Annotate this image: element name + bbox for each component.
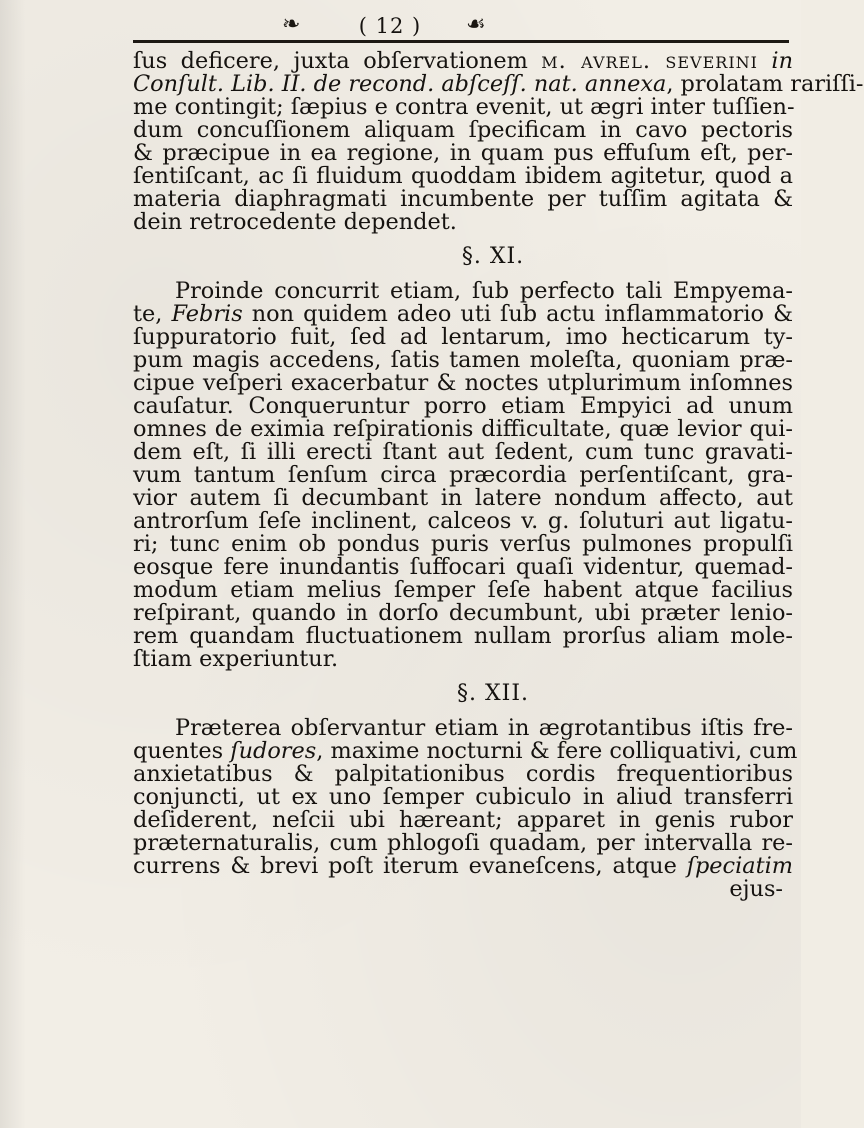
page-number: ( 12 ): [358, 14, 422, 38]
text-line: omnes de eximia reſpirationis difficultate, quæ levior qui-: [133, 416, 793, 442]
text-line: antrorſum ſeſe inclinent, calceos v. g. ſoluturi aut ligatu-: [133, 508, 793, 534]
text-line: me contingit; ſæpius e contra evenit, ut ægri inter tuſſien-: [133, 94, 795, 120]
text-line: vior autem ſi decumbant in latere nondum affecto, aut: [133, 485, 793, 511]
text-line: Conſult. Lib. II. de recond. abſceſſ. nat. annexa, prolatam rariſſi-: [133, 71, 864, 97]
text-line: Præterea obſervantur etiam in ægrotantibus iſtis fre-: [175, 715, 793, 741]
text-line: ſus deficere, juxta obſervationem m. avrel. severini in: [133, 48, 793, 74]
fleuron-right-icon: ☙: [466, 12, 486, 37]
text-line: Proinde concurrit etiam, ſub perfecto tali Empyema-: [175, 278, 793, 304]
catchword: ejus-: [729, 876, 783, 902]
page-header: [0, 8, 801, 44]
text-line: ſuppuratorio fuit, ſed ad lentarum, imo hecticarum ty-: [133, 324, 793, 350]
text-line: ſentiſcant, ac ſi fluidum quoddam ibidem agitetur, quod a: [133, 163, 793, 189]
text-line: & præcipue in ea regione, in quam pus effuſum eſt, per-: [133, 140, 793, 166]
text-line: te, Febris non quidem adeo uti ſub actu inflammatorio &: [133, 301, 794, 327]
text-line: conjuncti, ut ex uno ſemper cubiculo in aliud transferri: [133, 784, 793, 810]
text-line: materia diaphragmati incumbente per tuſſim agitata &: [133, 186, 793, 212]
header-rule: [133, 40, 789, 43]
text-line: dein retrocedente dependet.: [133, 209, 457, 235]
text-line: cipue veſperi exacerbatur & noctes utplurimum inſomnes: [133, 370, 793, 396]
text-line: quentes ſudores, maxime nocturni & fere colliquativi, cum: [133, 738, 798, 764]
fleuron-left-icon: ❧: [282, 12, 301, 37]
section-heading-xii: §. XII.: [456, 681, 530, 706]
section-heading-xi: §. XI.: [461, 244, 525, 269]
text-line: currens & brevi poſt iterum evaneſcens, atque ſpeciatim: [133, 853, 793, 879]
text-line: modum etiam melius ſemper ſeſe habent atque facilius: [133, 577, 793, 603]
text-line: cauſatur. Conqueruntur porro etiam Empyici ad unum: [133, 393, 793, 419]
text-line: ri; tunc enim ob pondus puris verſus pulmones propulſi: [133, 531, 793, 557]
text-line: anxietatibus & palpitationibus cordis frequentioribus: [133, 761, 793, 787]
text-line: eosque fere inundantis ſuffocari quaſi videntur, quemad-: [133, 554, 793, 580]
text-line: præternaturalis, cum phlogoſi quadam, per intervalla re-: [133, 830, 793, 856]
text-line: ſtiam experiuntur.: [133, 646, 339, 672]
text-line: rem quandam fluctuationem nullam prorſus aliam mole-: [133, 623, 793, 649]
text-line: reſpirant, quando in dorſo decumbunt, ubi præter lenio-: [133, 600, 793, 626]
body-text: [133, 48, 864, 902]
text-line: dum concuſſionem aliquam ſpecificam in cavo pectoris: [133, 117, 793, 143]
text-line: pum magis accedens, ſatis tamen moleſta, quoniam præ-: [133, 347, 793, 373]
page-edge-shadow: [0, 0, 26, 1128]
text-line: vum tantum ſenſum circa præcordia perſentiſcant, gra-: [133, 462, 793, 488]
text-line: dem eſt, ſi illi erecti ſtant aut ſedent, cum tunc gravati-: [133, 439, 793, 465]
text-line: deſiderent, neſcii ubi hæreant; apparet in genis rubor: [133, 807, 793, 833]
